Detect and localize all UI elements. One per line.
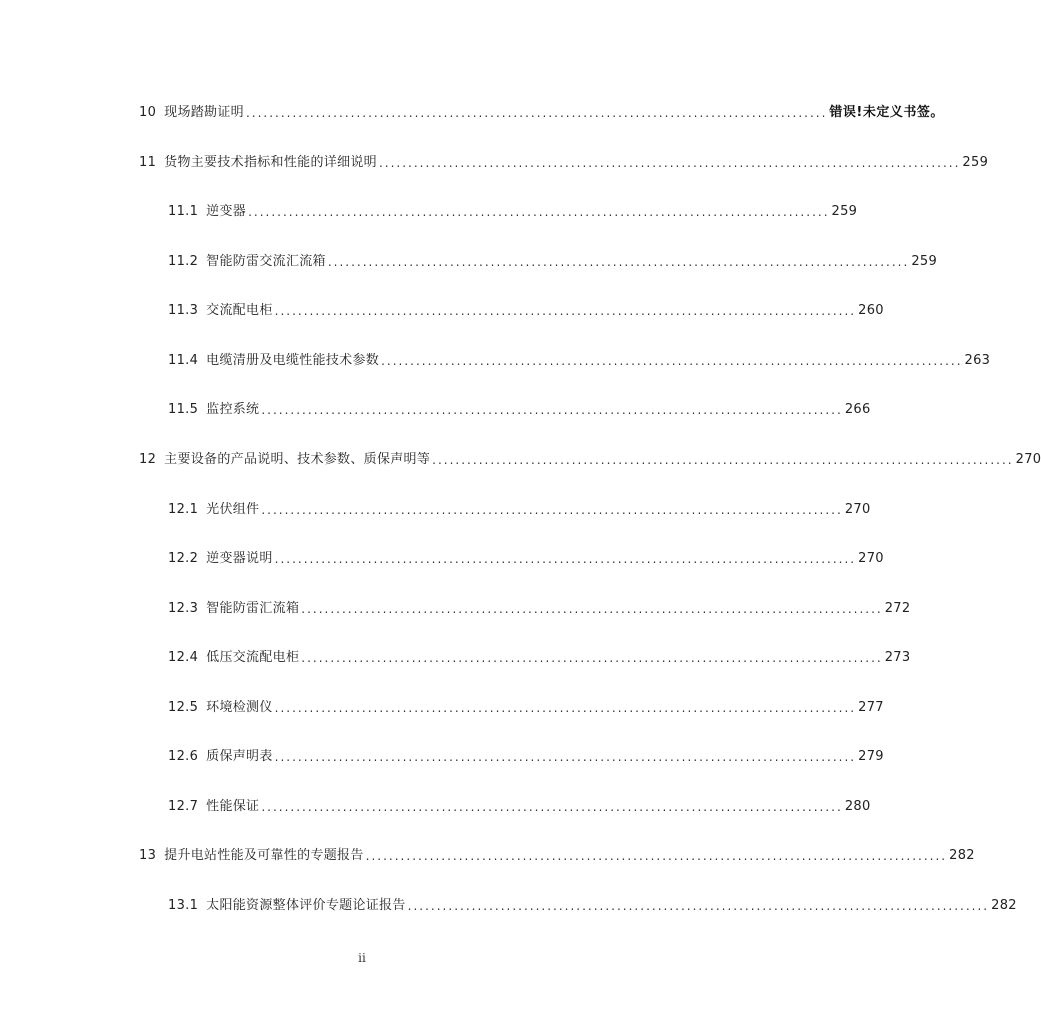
toc-entry-title: 智能防雷汇流箱 [206, 601, 300, 616]
toc-entry-title: 低压交流配电柜 [206, 650, 300, 665]
toc-entry-11-4[interactable] [168, 347, 991, 369]
toc-entry-number: 13.1 [168, 898, 199, 913]
toc-entry-number: 12.6 [168, 749, 199, 764]
toc-entry-number: 12.3 [168, 601, 199, 616]
toc-entry-12[interactable] [139, 446, 1041, 468]
toc-entry-title: 提升电站性能及可靠性的专题报告 [164, 848, 364, 863]
toc-entry-title: 主要设备的产品说明、技术参数、质保声明等 [164, 452, 431, 467]
toc-leader-dots: .................................................................................................... [245, 106, 828, 120]
toc-entry-number: 11.1 [168, 204, 199, 219]
toc-entry-title: 逆变器说明 [206, 551, 273, 566]
toc-page-number: 282 [991, 898, 1017, 913]
toc-leader-dots: .................................................................................................... [274, 750, 857, 764]
toc-page-number: 266 [844, 402, 871, 417]
toc-entry-number: 12.4 [168, 650, 199, 665]
toc-page-number: 270 [858, 551, 884, 566]
toc-entry-title: 太阳能资源整体评价专题论证报告 [206, 898, 406, 913]
toc-entry-13[interactable] [139, 842, 975, 864]
toc-entry-title: 货物主要技术指标和性能的详细说明 [164, 155, 377, 170]
toc-page-number: 260 [858, 303, 884, 318]
toc-entry-number: 12.7 [168, 799, 199, 814]
toc-page-number: 259 [962, 155, 989, 170]
toc-page-number: 280 [844, 799, 871, 814]
toc-entry-title: 现场踏勘证明 [164, 105, 244, 120]
toc-entry-12-5[interactable] [168, 694, 884, 716]
toc-leader-dots: .................................................................................................... [432, 453, 1014, 467]
toc-leader-dots: .................................................................................................... [378, 156, 961, 170]
toc-error-bookmark: 错误!未定义书签。 [829, 105, 944, 120]
toc-page-number: 279 [858, 749, 884, 764]
toc-entry-title: 智能防雷交流汇流箱 [206, 254, 326, 269]
toc-entry-number: 12.5 [168, 700, 199, 715]
toc-page-number: 272 [884, 601, 911, 616]
toc-leader-dots: .................................................................................................... [301, 651, 883, 665]
toc-leader-dots: .................................................................................................... [261, 503, 843, 517]
toc-entry-title: 电缆清册及电缆性能技术参数 [206, 353, 380, 368]
toc-leader-dots: .................................................................................................... [274, 552, 857, 566]
toc-entry-title: 性能保证 [206, 799, 260, 814]
toc-leader-dots: .................................................................................................... [301, 602, 883, 616]
toc-page-number: 273 [884, 650, 911, 665]
toc-entry-11-2[interactable] [168, 248, 938, 270]
toc-entry-12-2[interactable] [168, 545, 884, 567]
toc-entry-number: 12.1 [168, 502, 199, 517]
toc-entry-title: 监控系统 [206, 402, 260, 417]
toc-page-number: 259 [911, 254, 938, 269]
toc-entry-10[interactable] [139, 99, 944, 121]
toc-entry-12-7[interactable] [168, 793, 871, 815]
toc-leader-dots: .................................................................................................... [274, 701, 857, 715]
toc-entry-title: 逆变器 [206, 204, 247, 219]
toc-entry-title: 环境检测仪 [206, 700, 273, 715]
toc-entry-number: 11.5 [168, 402, 199, 417]
toc-leader-dots: .................................................................................................... [261, 403, 843, 417]
toc-entry-11[interactable] [139, 149, 989, 171]
toc-entry-number: 11.3 [168, 303, 199, 318]
toc-leader-dots: .................................................................................................... [407, 899, 990, 913]
toc-leader-dots: .................................................................................................... [381, 354, 963, 368]
toc-entry-title: 质保声明表 [206, 749, 273, 764]
toc-page-number: 270 [844, 502, 871, 517]
toc-entry-title: 光伏组件 [206, 502, 260, 517]
page-number-footer: ii [358, 951, 366, 965]
toc-entry-title: 交流配电柜 [206, 303, 273, 318]
toc-entry-number: 11.2 [168, 254, 199, 269]
toc-entry-13-1[interactable] [168, 892, 1017, 914]
toc-page-number: 277 [858, 700, 884, 715]
toc-leader-dots: .................................................................................................... [261, 800, 843, 814]
toc-page-number: 263 [964, 353, 991, 368]
toc-page-number: 270 [1015, 452, 1041, 467]
toc-entry-number: 11 [139, 155, 157, 170]
toc-entry-number: 13 [139, 848, 157, 863]
toc-entry-number: 10 [139, 105, 157, 120]
toc-leader-dots: .................................................................................................... [365, 849, 948, 863]
toc-entry-11-1[interactable] [168, 198, 858, 220]
toc-entry-number: 11.4 [168, 353, 199, 368]
toc-entry-number: 12.2 [168, 551, 199, 566]
toc-entry-number: 12 [139, 452, 157, 467]
toc-leader-dots: .................................................................................................... [327, 255, 910, 269]
toc-entry-12-6[interactable] [168, 743, 884, 765]
toc-page-number: 282 [949, 848, 975, 863]
toc-entry-11-3[interactable] [168, 297, 884, 319]
toc-entry-11-5[interactable] [168, 396, 871, 418]
toc-entry-12-1[interactable] [168, 496, 871, 518]
toc-leader-dots: .................................................................................................... [274, 304, 857, 318]
toc-entry-12-4[interactable] [168, 644, 911, 666]
toc-leader-dots: .................................................................................................... [248, 205, 830, 219]
toc-entry-12-3[interactable] [168, 595, 911, 617]
toc-page-number: 259 [831, 204, 858, 219]
